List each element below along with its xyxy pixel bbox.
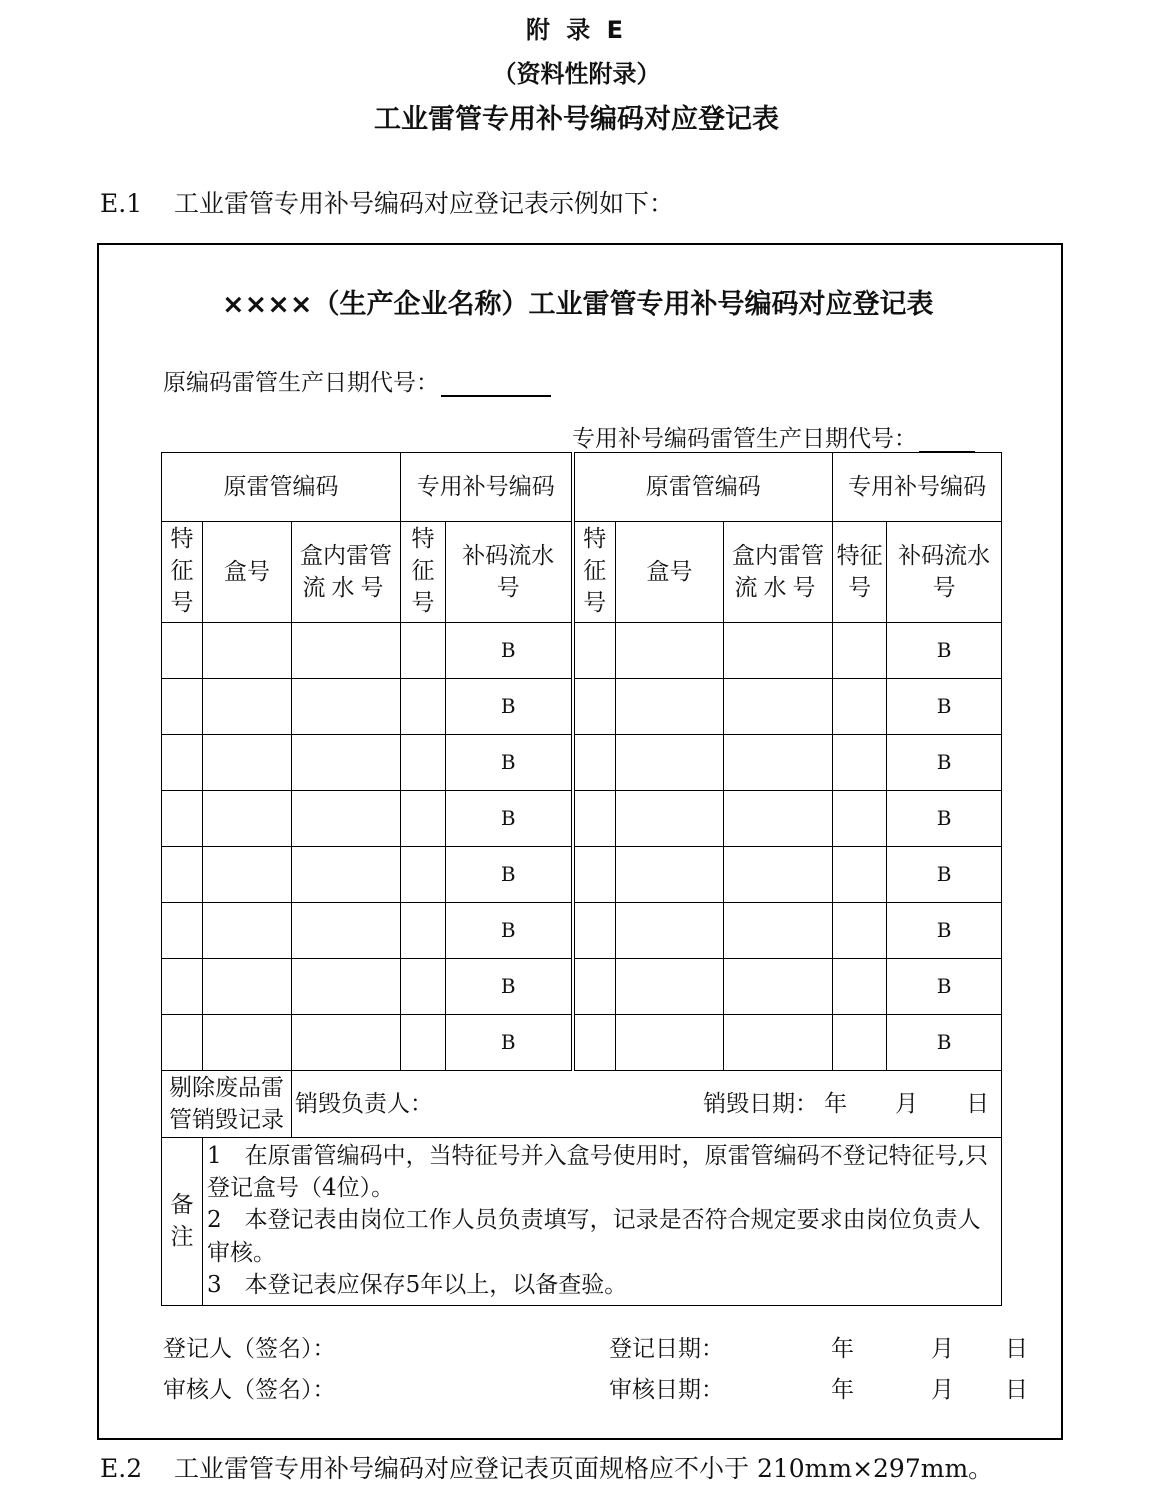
clause-e1: [100, 184, 674, 220]
table-cell[interactable]: [292, 847, 401, 903]
col-feature-spec-header: 特征号: [411, 526, 435, 616]
patch-prefix: B: [936, 806, 952, 831]
table-cell[interactable]: [616, 679, 724, 735]
orig-date-blank[interactable]: [441, 375, 551, 397]
table-cell[interactable]: [162, 735, 203, 791]
clause-number: E.1: [100, 189, 143, 218]
table-cell[interactable]: [724, 735, 833, 791]
col-feature-header: 特征号: [170, 526, 194, 616]
col-patch-header: 补码流水号: [898, 542, 991, 601]
table-cell[interactable]: [401, 623, 446, 679]
clause-text: 工业雷管专用补号编码对应登记表示例如下：: [174, 189, 675, 218]
col-serial-header-2: 流水号: [302, 575, 390, 601]
table-cell[interactable]: [203, 623, 292, 679]
patch-prefix: B: [500, 638, 516, 663]
orig-date-label: 原编码雷管生产日期代号：: [163, 370, 439, 396]
table-cell[interactable]: [573, 623, 616, 679]
table-cell[interactable]: [292, 1015, 401, 1071]
appendix-nature: （资料性附录）: [492, 60, 661, 88]
appendix-label: 附 录 E: [525, 16, 628, 44]
table-cell[interactable]: [616, 903, 724, 959]
table-cell[interactable]: [833, 735, 887, 791]
notes-cell: [203, 1138, 1002, 1306]
table-row: [162, 791, 1002, 847]
table-cell[interactable]: [401, 847, 446, 903]
table-cell[interactable]: [724, 1015, 833, 1071]
reviewer-row: [163, 1371, 1028, 1404]
spec-date-label: 专用补号编码雷管生产日期代号：: [572, 426, 917, 452]
table-cell[interactable]: [573, 847, 616, 903]
table-cell[interactable]: [292, 679, 401, 735]
patch-prefix: B: [500, 694, 516, 719]
table-cell[interactable]: [724, 623, 833, 679]
appendix-title: 工业雷管专用补号编码对应登记表: [374, 104, 779, 135]
table-cell[interactable]: [724, 791, 833, 847]
table-cell[interactable]: [833, 903, 887, 959]
patch-prefix: B: [936, 862, 952, 887]
scrap-date-label: 销毁日期：: [703, 1090, 819, 1117]
table-cell[interactable]: [446, 623, 573, 679]
table-cell[interactable]: [573, 903, 616, 959]
note-item: 3 本登记表应保存5年以上，以备查验。: [207, 1271, 628, 1298]
table-cell[interactable]: [573, 791, 616, 847]
patch-prefix: B: [500, 806, 516, 831]
table-cell[interactable]: [573, 735, 616, 791]
recorder-row: [163, 1330, 1028, 1363]
scrap-record-label: [162, 1071, 292, 1138]
col-feature-spec-header: 特征号: [836, 542, 883, 601]
table-cell[interactable]: [401, 1015, 446, 1071]
table-cell[interactable]: [887, 623, 1002, 679]
table-cell[interactable]: [724, 679, 833, 735]
form-title: ××××（生产企业名称）工业雷管专用补号编码对应登记表: [222, 289, 934, 320]
clause-text: 工业雷管专用补号编码对应登记表页面规格应不小于 210mm×297mm。: [174, 1454, 994, 1483]
notes-label-text: 备注: [170, 1191, 194, 1250]
patch-prefix: B: [936, 1030, 952, 1055]
table-cell[interactable]: [887, 903, 1002, 959]
table-cell[interactable]: [573, 959, 616, 1015]
patch-prefix: B: [936, 638, 952, 663]
col-serial-header: 盒内雷管: [300, 542, 393, 569]
table-cell[interactable]: [887, 735, 1002, 791]
table-row: [162, 903, 1002, 959]
table-cell[interactable]: [162, 903, 203, 959]
recorder-label: 登记人（签名）：: [163, 1336, 336, 1362]
patch-prefix: B: [500, 750, 516, 775]
table-cell[interactable]: [616, 791, 724, 847]
table-cell[interactable]: [401, 735, 446, 791]
table-cell[interactable]: [616, 959, 724, 1015]
table-cell[interactable]: [162, 623, 203, 679]
register-table: [161, 452, 1002, 1306]
table-cell[interactable]: [203, 735, 292, 791]
note-item: 1 在原雷管编码中，当特征号并入盒号使用时，原雷管编码不登记特征号,只登记盒号（4位）。: [207, 1143, 988, 1202]
patch-prefix: B: [936, 918, 952, 943]
review-date-label: 审核日期：: [609, 1377, 724, 1403]
table-cell[interactable]: [616, 847, 724, 903]
record-day: 日: [1005, 1336, 1028, 1362]
table-cell[interactable]: [616, 623, 724, 679]
table-row: [162, 735, 1002, 791]
scrap-person-label: 销毁负责人：: [295, 1090, 433, 1117]
spec-date-field: [572, 420, 975, 453]
table-cell[interactable]: [446, 791, 573, 847]
group-spec-header: 专用补号编码: [401, 453, 573, 522]
table-cell[interactable]: [573, 1015, 616, 1071]
table-cell[interactable]: [203, 959, 292, 1015]
col-serial-header: 盒内雷管: [732, 542, 825, 569]
record-date-label: 登记日期：: [609, 1336, 724, 1362]
table-cell[interactable]: [573, 679, 616, 735]
group-spec-header: 专用补号编码: [833, 453, 1002, 522]
scrap-date-group: [703, 1088, 989, 1120]
col-serial-header-2: 流水号: [734, 575, 822, 601]
scrap-year: 年: [824, 1090, 848, 1117]
table-cell[interactable]: [162, 847, 203, 903]
scrap-day: 日: [966, 1090, 990, 1117]
notes-label: [162, 1138, 203, 1306]
table-cell[interactable]: [446, 959, 573, 1015]
table-cell[interactable]: [292, 735, 401, 791]
table-cell[interactable]: [401, 679, 446, 735]
note-item: 2 本登记表由岗位工作人员负责填写，记录是否符合规定要求由岗位负责人审核。: [207, 1207, 981, 1266]
table-cell[interactable]: [724, 959, 833, 1015]
table-cell[interactable]: [833, 623, 887, 679]
group-orig-header: 原雷管编码: [573, 453, 833, 522]
patch-prefix: B: [500, 1030, 516, 1055]
table-cell[interactable]: [292, 623, 401, 679]
table-cell[interactable]: [401, 959, 446, 1015]
table-cell[interactable]: [887, 1015, 1002, 1071]
review-day: 日: [1005, 1377, 1028, 1403]
table-cell[interactable]: [724, 903, 833, 959]
table-cell[interactable]: [162, 1015, 203, 1071]
review-year: 年: [831, 1377, 854, 1403]
table-cell[interactable]: [616, 735, 724, 791]
table-cell[interactable]: [203, 847, 292, 903]
table-cell[interactable]: [616, 1015, 724, 1071]
table-cell[interactable]: [887, 847, 1002, 903]
table-cell[interactable]: [833, 679, 887, 735]
col-feature-header: 特征号: [583, 526, 607, 616]
table-cell[interactable]: [292, 791, 401, 847]
table-cell[interactable]: [887, 791, 1002, 847]
patch-prefix: B: [500, 918, 516, 943]
patch-prefix: B: [936, 750, 952, 775]
col-box-header: 盒号: [616, 522, 724, 623]
table-cell[interactable]: [887, 679, 1002, 735]
record-month: 月: [931, 1336, 954, 1362]
col-patch-header: 补码流水号: [462, 542, 555, 601]
table-cell[interactable]: [446, 903, 573, 959]
table-cell[interactable]: [833, 959, 887, 1015]
scrap-month: 月: [895, 1090, 919, 1117]
review-month: 月: [931, 1377, 954, 1403]
patch-prefix: B: [936, 974, 952, 999]
table-cell[interactable]: [401, 791, 446, 847]
table-cell[interactable]: [446, 679, 573, 735]
table-cell[interactable]: [162, 791, 203, 847]
table-cell[interactable]: [203, 791, 292, 847]
patch-prefix: B: [500, 862, 516, 887]
table-cell[interactable]: [887, 959, 1002, 1015]
clause-e2: [100, 1449, 993, 1485]
reviewer-label: 审核人（签名）：: [163, 1377, 336, 1403]
table-cell[interactable]: [833, 847, 887, 903]
table-row: [162, 959, 1002, 1015]
patch-prefix: B: [500, 974, 516, 999]
scrap-label-text: 剔除废品雷管销毁记录: [169, 1074, 284, 1133]
table-row: [162, 847, 1002, 903]
spec-date-blank[interactable]: [919, 431, 975, 453]
table-cell[interactable]: [833, 1015, 887, 1071]
table-cell[interactable]: [724, 847, 833, 903]
table-cell[interactable]: [292, 959, 401, 1015]
table-cell[interactable]: [401, 903, 446, 959]
record-year: 年: [831, 1336, 854, 1362]
table-cell[interactable]: [203, 903, 292, 959]
clause-number: E.2: [100, 1454, 143, 1483]
table-cell[interactable]: [162, 679, 203, 735]
table-row: [162, 623, 1002, 679]
table-row: [162, 1015, 1002, 1071]
table-cell[interactable]: [446, 847, 573, 903]
orig-date-field: [163, 364, 551, 397]
table-cell[interactable]: [203, 679, 292, 735]
table-cell[interactable]: [162, 959, 203, 1015]
table-cell[interactable]: [446, 1015, 573, 1071]
patch-prefix: B: [936, 694, 952, 719]
scrap-record-cell[interactable]: [292, 1071, 1002, 1138]
table-row: [162, 679, 1002, 735]
col-box-header: 盒号: [203, 522, 292, 623]
table-cell[interactable]: [292, 903, 401, 959]
group-orig-header: 原雷管编码: [162, 453, 401, 522]
table-cell[interactable]: [833, 791, 887, 847]
table-cell[interactable]: [446, 735, 573, 791]
table-cell[interactable]: [203, 1015, 292, 1071]
